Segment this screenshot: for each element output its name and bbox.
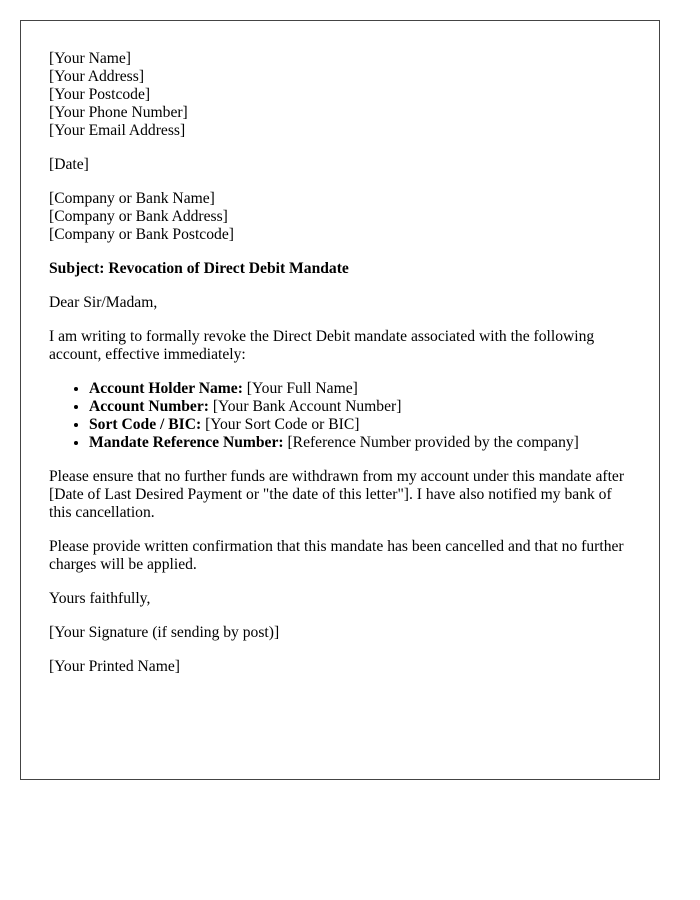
- detail-label: Sort Code / BIC:: [89, 416, 202, 433]
- sender-name: [Your Name]: [49, 50, 132, 67]
- account-details-list: [49, 380, 631, 452]
- signature-line: [Your Signature (if sending by post)]: [49, 624, 280, 641]
- salutation: Dear Sir/Madam,: [49, 294, 158, 311]
- recipient-postcode: [Company or Bank Postcode]: [49, 226, 234, 243]
- list-item: [89, 416, 631, 434]
- detail-label: Mandate Reference Number:: [89, 434, 284, 451]
- sender-email: [Your Email Address]: [49, 122, 186, 139]
- letter-page: [20, 20, 660, 780]
- letter-subject: Subject: Revocation of Direct Debit Mandate: [49, 260, 349, 277]
- closing: Yours faithfully,: [49, 590, 151, 607]
- detail-value: [Your Full Name]: [242, 380, 358, 397]
- list-item: [89, 398, 631, 416]
- printed-name: [Your Printed Name]: [49, 658, 180, 675]
- sender-phone: [Your Phone Number]: [49, 104, 188, 121]
- recipient-address-block: [49, 190, 631, 244]
- sender-address-block: [49, 50, 631, 140]
- sender-postcode: [Your Postcode]: [49, 86, 151, 103]
- letter-date: [Date]: [49, 156, 89, 173]
- intro-paragraph: I am writing to formally revoke the Direct Debit mandate associated with the following account, effective immediately:: [49, 328, 595, 363]
- list-item: [89, 434, 631, 452]
- recipient-address: [Company or Bank Address]: [49, 208, 228, 225]
- sender-address: [Your Address]: [49, 68, 145, 85]
- detail-label: Account Number:: [89, 398, 209, 415]
- detail-value: [Your Sort Code or BIC]: [201, 416, 360, 433]
- list-item: [89, 380, 631, 398]
- recipient-name: [Company or Bank Name]: [49, 190, 215, 207]
- detail-value: [Your Bank Account Number]: [208, 398, 402, 415]
- detail-label: Account Holder Name:: [89, 380, 243, 397]
- detail-value: [Reference Number provided by the company]: [283, 434, 579, 451]
- withdrawal-paragraph: Please ensure that no further funds are withdrawn from my account under this mandate after [Date of Last Desired Payment or "the date of this letter"]. I have also notified my bank of this cancellation.: [49, 468, 625, 521]
- confirmation-paragraph: Please provide written confirmation that this mandate has been cancelled and that no further charges will be applied.: [49, 538, 624, 573]
